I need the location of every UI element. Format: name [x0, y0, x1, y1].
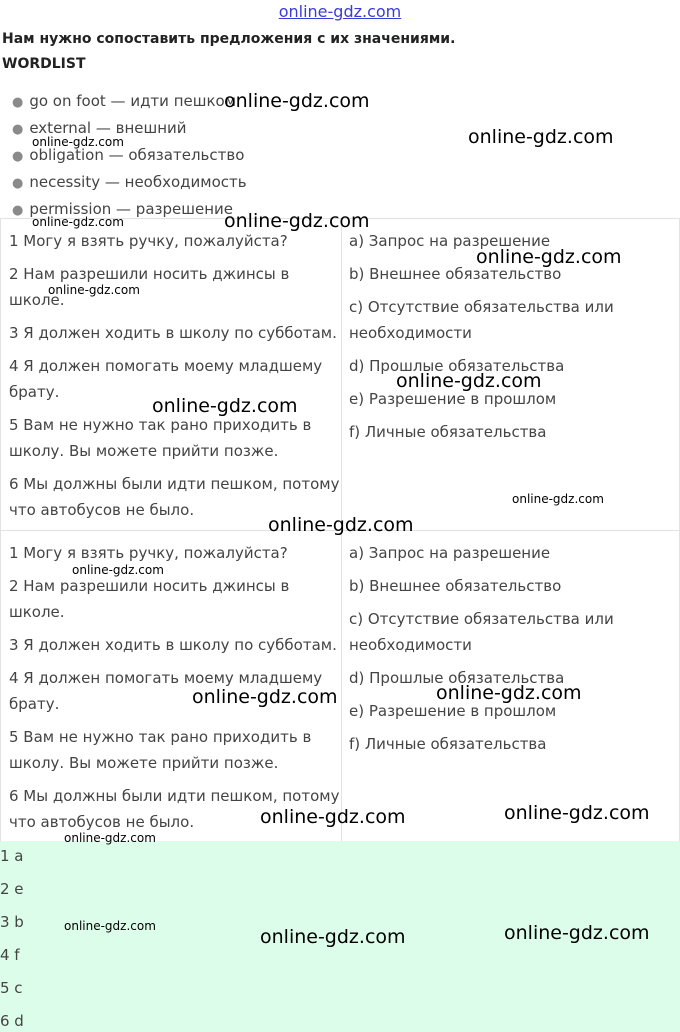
- bullet-icon: ●: [12, 203, 24, 218]
- wordlist-item-text: permission — разрешение: [29, 200, 233, 218]
- watermark-text: online-gdz.com: [476, 246, 622, 268]
- watermark-text: online-gdz.com: [72, 563, 164, 577]
- meaning-line: f) Личные обязательства: [349, 735, 547, 753]
- watermark-text: online-gdz.com: [260, 926, 406, 948]
- sentence-line: брату.: [9, 695, 60, 713]
- column-divider: [341, 531, 342, 841]
- watermark-text: online-gdz.com: [396, 370, 542, 392]
- answer-item: 5 c: [0, 979, 23, 997]
- answer-item: 3 b: [0, 913, 24, 931]
- meaning-line: e) Разрешение в прошлом: [349, 702, 557, 720]
- bullet-icon: ●: [12, 149, 24, 164]
- meaning-line: d) Прошлые обязательства: [349, 357, 565, 375]
- watermark-text: online-gdz.com: [268, 514, 414, 536]
- watermark-text: online-gdz.com: [152, 395, 298, 417]
- meaning-line: a) Запрос на разрешение: [349, 232, 551, 250]
- sentence-line: 4 Я должен помогать моему младшему: [9, 669, 323, 687]
- meaning-line: b) Внешнее обязательство: [349, 265, 562, 283]
- watermark-text: online-gdz.com: [192, 686, 338, 708]
- wordlist-item-text: external — внешний: [29, 119, 187, 137]
- sentence-line: 1 Могу я взять ручку, пожалуйста?: [9, 544, 288, 562]
- watermark-text: online-gdz.com: [224, 90, 370, 112]
- sentence-line: что автобусов не было.: [9, 501, 195, 519]
- sentence-line: 5 Вам не нужно так рано приходить в: [9, 416, 312, 434]
- meaning-line: необходимости: [349, 636, 472, 654]
- bullet-icon: ●: [12, 176, 24, 191]
- bullet-icon: ●: [12, 95, 24, 110]
- sentence-line: что автобусов не было.: [9, 813, 195, 831]
- sentence-line: 2 Нам разрешили носить джинсы в: [9, 265, 290, 283]
- sentence-line: 2 Нам разрешили носить джинсы в: [9, 577, 290, 595]
- watermark-text: online-gdz.com: [504, 922, 650, 944]
- sentence-line: брату.: [9, 383, 60, 401]
- watermark-text: online-gdz.com: [32, 215, 124, 229]
- sentence-line: школу. Вы можете прийти позже.: [9, 754, 279, 772]
- sentence-line: 1 Могу я взять ручку, пожалуйста?: [9, 232, 288, 250]
- sentence-line: 6 Мы должны были идти пешком, потому: [9, 475, 340, 493]
- watermark-text: online-gdz.com: [32, 135, 124, 149]
- sentence-line: 5 Вам не нужно так рано приходить в: [9, 728, 312, 746]
- meaning-line: c) Отсутствие обязательства или: [349, 298, 614, 316]
- watermark-text: online-gdz.com: [64, 831, 156, 845]
- meaning-line: необходимости: [349, 324, 472, 342]
- task-text: Нам нужно сопоставить предложения с их значениями.: [2, 31, 456, 47]
- column-divider: [341, 219, 342, 530]
- wordlist-item-text: obligation — обязательство: [29, 146, 245, 164]
- sentence-line: 6 Мы должны были идти пешком, потому: [9, 787, 340, 805]
- meaning-line: e) Разрешение в прошлом: [349, 390, 557, 408]
- sentence-line: 3 Я должен ходить в школу по субботам.: [9, 324, 337, 342]
- wordlist-item-text: go on foot — идти пешком: [29, 92, 237, 110]
- watermark-text: online-gdz.com: [260, 806, 406, 828]
- header-watermark-link[interactable]: online-gdz.com: [278, 2, 402, 21]
- meaning-line: d) Прошлые обязательства: [349, 669, 565, 687]
- sentence-line: 3 Я должен ходить в школу по субботам.: [9, 636, 337, 654]
- watermark-text: online-gdz.com: [224, 210, 370, 232]
- watermark-text: online-gdz.com: [48, 283, 140, 297]
- watermark-text: online-gdz.com: [468, 126, 614, 148]
- watermark-text: online-gdz.com: [504, 802, 650, 824]
- watermark-text: online-gdz.com: [436, 682, 582, 704]
- wordlist-item-text: necessity — необходимость: [29, 173, 247, 191]
- answer-item: 6 d: [0, 1012, 24, 1030]
- meaning-line: a) Запрос на разрешение: [349, 544, 551, 562]
- answer-item: 1 a: [0, 847, 24, 865]
- sentence-line: 4 Я должен помогать моему младшему: [9, 357, 323, 375]
- watermark-text: online-gdz.com: [64, 919, 156, 933]
- watermark-text: online-gdz.com: [512, 492, 604, 506]
- wordlist-title: WORDLIST: [2, 56, 86, 72]
- sentence-line: школе.: [9, 603, 65, 621]
- sentence-line: школе.: [9, 291, 65, 309]
- bullet-icon: ●: [12, 122, 24, 137]
- meaning-line: c) Отсутствие обязательства или: [349, 610, 614, 628]
- wordlist-item: [12, 92, 236, 110]
- sentence-line: школу. Вы можете прийти позже.: [9, 442, 279, 460]
- answer-item: 4 f: [0, 946, 20, 964]
- wordlist-item: [12, 173, 247, 191]
- meaning-line: f) Личные обязательства: [349, 423, 547, 441]
- meaning-line: b) Внешнее обязательство: [349, 577, 562, 595]
- answer-item: 2 e: [0, 880, 24, 898]
